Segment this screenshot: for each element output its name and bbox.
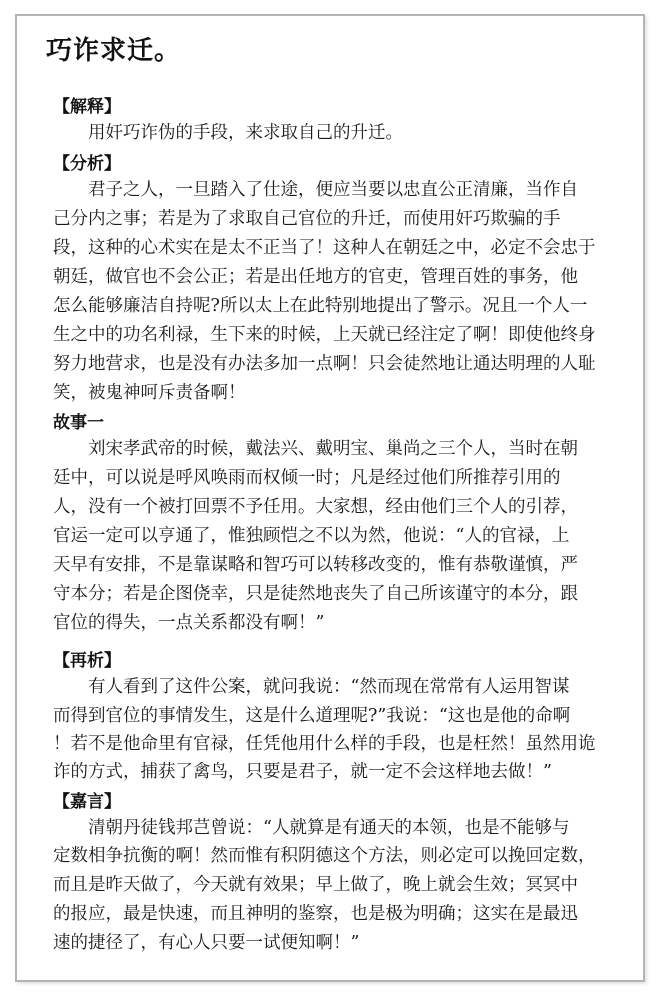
paragraph-line: 定数相争抗衡的啊！然而惟有积阴德这个方法，则必定可以挽回定数，	[53, 846, 596, 866]
paragraph-line: 刘宋孝武帝的时候，戴法兴、戴明宝、巢尚之三个人，当时在朝	[88, 439, 578, 459]
paragraph-line: 朝廷，做官也不会公正；若是出任地方的官吏，管理百姓的事务，他	[53, 267, 578, 287]
paragraph-line: 用奸巧诈伪的手段，来求取自己的升迁。	[88, 123, 403, 143]
paragraph-line: 天早有安排，不是靠谋略和智巧可以转移改变的，惟有恭敬谨慎，严	[53, 555, 578, 575]
paragraph-line: 人，没有一个被打回票不予任用。大家想，经由他们三个人的引荐，	[53, 497, 578, 517]
paragraph-line: 怎么能够廉洁自持呢?所以太上在此特别地提出了警示。况且一个人一	[53, 296, 588, 316]
paragraph-line: 段，这种的心术实在是太不正当了！这种人在朝廷之中，必定不会忠于	[53, 238, 596, 258]
paragraph-line: 的报应，最是快速，而且神明的鉴察，也是极为明确；这实在是最迅	[53, 904, 578, 924]
paragraph-line: ！若不是他命里有官禄，任凭他用什么样的手段，也是枉然！虽然用诡	[53, 734, 596, 754]
paragraph-line: 而得到官位的事情发生，这是什么道理呢?”我说：“这也是他的命啊	[53, 706, 571, 726]
paragraph-line: 有人看到了这件公案，就问我说：“然而现在常常有人运用智谋	[88, 677, 570, 697]
section-heading: 【分析】	[53, 154, 121, 174]
paragraph-line: 官运一定可以亨通了，惟独顾恺之不以为然，他说：“人的官禄，上	[53, 526, 570, 546]
paragraph-line: 廷中，可以说是呼风唤雨而权倾一时；凡是经过他们所推荐引用的	[53, 468, 561, 488]
paragraph-line: 守本分；若是企图侥幸，只是徒然地丧失了自己所该谨守的本分，跟	[53, 584, 578, 604]
section-heading: 【解释】	[53, 97, 121, 117]
paragraph-line: 速的捷径了，有心人只要一试便知啊！”	[53, 933, 360, 953]
section-heading: 【再析】	[53, 651, 121, 671]
section-heading: 【嘉言】	[53, 792, 121, 812]
paragraph-line: 努力地营求，也是没有办法多加一点啊！只会徒然地让通达明理的人耻	[53, 354, 596, 374]
section-heading: 故事一	[53, 413, 104, 433]
paragraph-line: 而且是昨天做了，今天就有效果；早上做了，晚上就会生效；冥冥中	[53, 875, 578, 895]
paragraph-line: 笑，被鬼神呵斥责备啊！	[53, 383, 246, 403]
paragraph-line: 清朝丹徒钱邦芑曾说：“人就算是有通天的本领，也是不能够与	[88, 818, 570, 838]
paragraph-line: 己分内之事；若是为了求取自己官位的升迁，而使用奸巧欺骗的手	[53, 209, 561, 229]
paragraph-line: 诈的方式，捕获了禽鸟，只要是君子，就一定不会这样地去做！”	[53, 762, 552, 782]
paragraph-line: 生之中的功名利禄，生下来的时候，上天就已经注定了啊！即使他终身	[53, 325, 596, 345]
page-title: 巧诈求迁。	[46, 36, 182, 66]
paragraph-line: 官位的得失，一点关系都没有啊！”	[53, 613, 325, 633]
paragraph-line: 君子之人，一旦踏入了仕途，便应当要以忠直公正清廉，当作自	[88, 180, 578, 200]
